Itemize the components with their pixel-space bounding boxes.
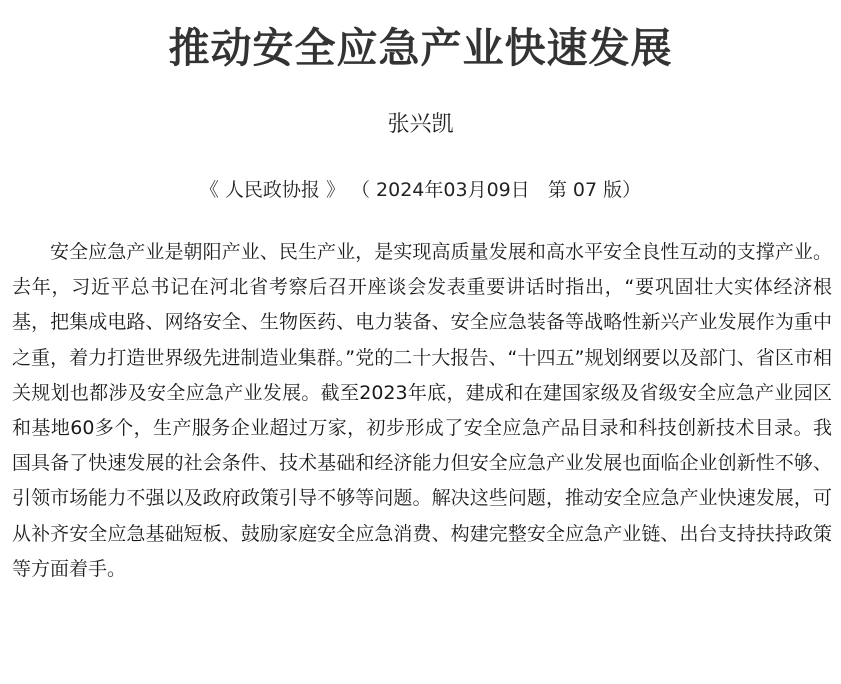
article-title: 推动安全应急产业快速发展	[168, 24, 673, 72]
article-source: 《 人民政协报 》 （ 2024年03月09日 第 07 版）	[199, 179, 642, 201]
article-paragraph: 安全应急产业是朝阳产业、民生产业，是实现高质量发展和高水平安全良性互动的支撑产业。去年，习近平总书记在河北省考察后召开座谈会发表重要讲话时指出，“要巩固壮大实体经济根基，把集成电路、网络安全、生物医药、电力装备、安全应急装备等战略性新兴产业发展作为重中之重，着力打造世界级先进制造业集群。”党的二十大报告、“十四五”规划纲要以及部门、省区市相关规划也都涉及安全应急产业发展。截至2023年底，建成和在建国家级及省级安全应急产业园区和基地60多个，生产服务企业超过万家，初步形成了安全应急产品目录和科技创新技术目录。我国具备了快速发展的社会条件、技术基础和经济能力但安全应急产业发展也面临企业创新性不够、引领市场能力不强以及政府政策引导不够等问题。解决这些问题，推动安全应急产业快速发展，可从补齐安全应急基础短板、鼓励家庭安全应急消费、构建完整安全应急产业链、出台支持扶持政策等方面着手。	[12, 241, 832, 580]
article-author: 张兴凯	[387, 112, 454, 137]
